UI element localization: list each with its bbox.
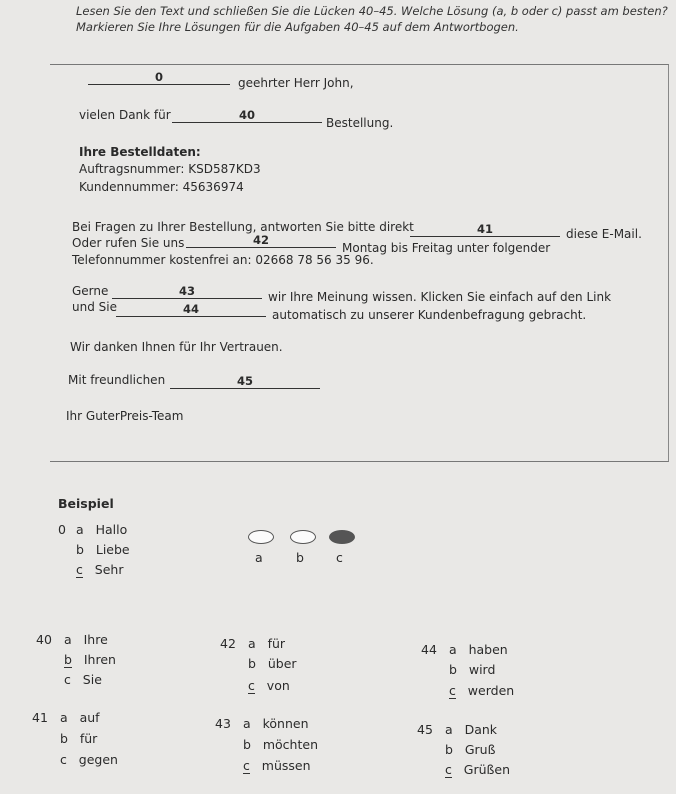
thanks-text: vielen Dank für — [79, 108, 171, 122]
question-45-number: 45 — [417, 722, 433, 737]
trust-text: Wir danken Ihnen für Ihr Vertrauen. — [70, 340, 283, 354]
question-42-option-b[interactable]: b über — [248, 656, 297, 671]
question-45-option-b[interactable]: b Gruß — [445, 742, 496, 757]
question-40-option-a[interactable]: a Ihre — [64, 632, 108, 647]
question-40-option-c[interactable]: c Sie — [64, 672, 102, 687]
call-text: Oder rufen Sie uns — [72, 236, 185, 250]
blank-0: 0 — [88, 70, 230, 85]
question-42-number: 42 — [220, 636, 236, 651]
answer-circle-b[interactable] — [290, 530, 316, 544]
details-title: Ihre Bestelldaten: — [79, 145, 201, 159]
question-43-option-b[interactable]: b möchten — [243, 737, 318, 752]
question-41-number: 41 — [32, 710, 48, 725]
survey-post-text: automatisch zu unserer Kundenbefragung gebracht. — [272, 308, 587, 322]
questions-post-text: diese E-Mail. — [566, 227, 642, 241]
example-option-b: b Liebe — [76, 542, 130, 557]
answer-circle-a[interactable] — [248, 530, 274, 544]
blank-42: 42 — [186, 233, 336, 248]
question-45-option-a[interactable]: a Dank — [445, 722, 498, 737]
opinion-text: Gerne — [72, 284, 109, 298]
question-44-option-a[interactable]: a haben — [449, 642, 508, 657]
phone-text: Telefonnummer kostenfrei an: 02668 78 56 35 96. — [72, 253, 374, 267]
signature-text: Ihr GuterPreis-Team — [66, 409, 184, 423]
greeting-text: geehrter Herr John, — [238, 76, 354, 90]
instruction-line-1: Lesen Sie den Text und schließen Sie die Lücken 40–45. Welche Lösung (a, b oder c) passt am besten? — [76, 4, 668, 18]
opinion-post-text: wir Ihre Meinung wissen. Klicken Sie einfach auf den Link — [268, 290, 612, 304]
closing-text: Mit freundlichen — [68, 373, 166, 387]
blank-41: 41 — [410, 222, 560, 237]
questions-text: Bei Fragen zu Ihrer Bestellung, antworten Sie bitte direkt — [72, 220, 414, 234]
answer-circle-c[interactable] — [329, 530, 355, 544]
question-44-number: 44 — [421, 642, 437, 657]
question-45-option-c[interactable]: c Grüßen — [445, 762, 511, 777]
call-post-text: Montag bis Freitag unter folgender — [342, 241, 551, 255]
survey-text: und Sie — [72, 300, 117, 314]
question-44-option-c[interactable]: c werden — [449, 683, 515, 698]
question-42-option-a[interactable]: a für — [248, 636, 286, 651]
question-42-option-c[interactable]: c von — [248, 678, 290, 693]
example-number: 0 — [58, 522, 66, 537]
answer-label-c: c — [336, 550, 343, 565]
example-option-c: c Sehr — [76, 562, 124, 577]
order-number: Auftragsnummer: KSD587KD3 — [79, 162, 261, 176]
blank-45: 45 — [170, 374, 320, 389]
blank-40: 40 — [172, 108, 322, 123]
answer-label-a: a — [255, 550, 263, 565]
question-44-option-b[interactable]: b wird — [449, 662, 496, 677]
thanks-post-text: Bestellung. — [326, 116, 394, 130]
blank-43: 43 — [112, 284, 262, 299]
customer-number: Kundennummer: 45636974 — [79, 180, 244, 194]
question-43-number: 43 — [215, 716, 231, 731]
blank-44: 44 — [116, 302, 266, 317]
example-option-a: a Hallo — [76, 522, 128, 537]
question-41-option-c[interactable]: c gegen — [60, 752, 118, 767]
answer-label-b: b — [296, 550, 304, 565]
question-40-number: 40 — [36, 632, 52, 647]
question-43-option-c[interactable]: c müssen — [243, 758, 311, 773]
question-43-option-a[interactable]: a können — [243, 716, 309, 731]
instruction-line-2: Markieren Sie Ihre Lösungen für die Aufgaben 40–45 auf dem Antwortbogen. — [76, 20, 519, 34]
question-40-option-b[interactable]: b Ihren — [64, 652, 116, 667]
question-41-option-b[interactable]: b für — [60, 731, 98, 746]
example-title: Beispiel — [58, 496, 114, 511]
question-41-option-a[interactable]: a auf — [60, 710, 100, 725]
